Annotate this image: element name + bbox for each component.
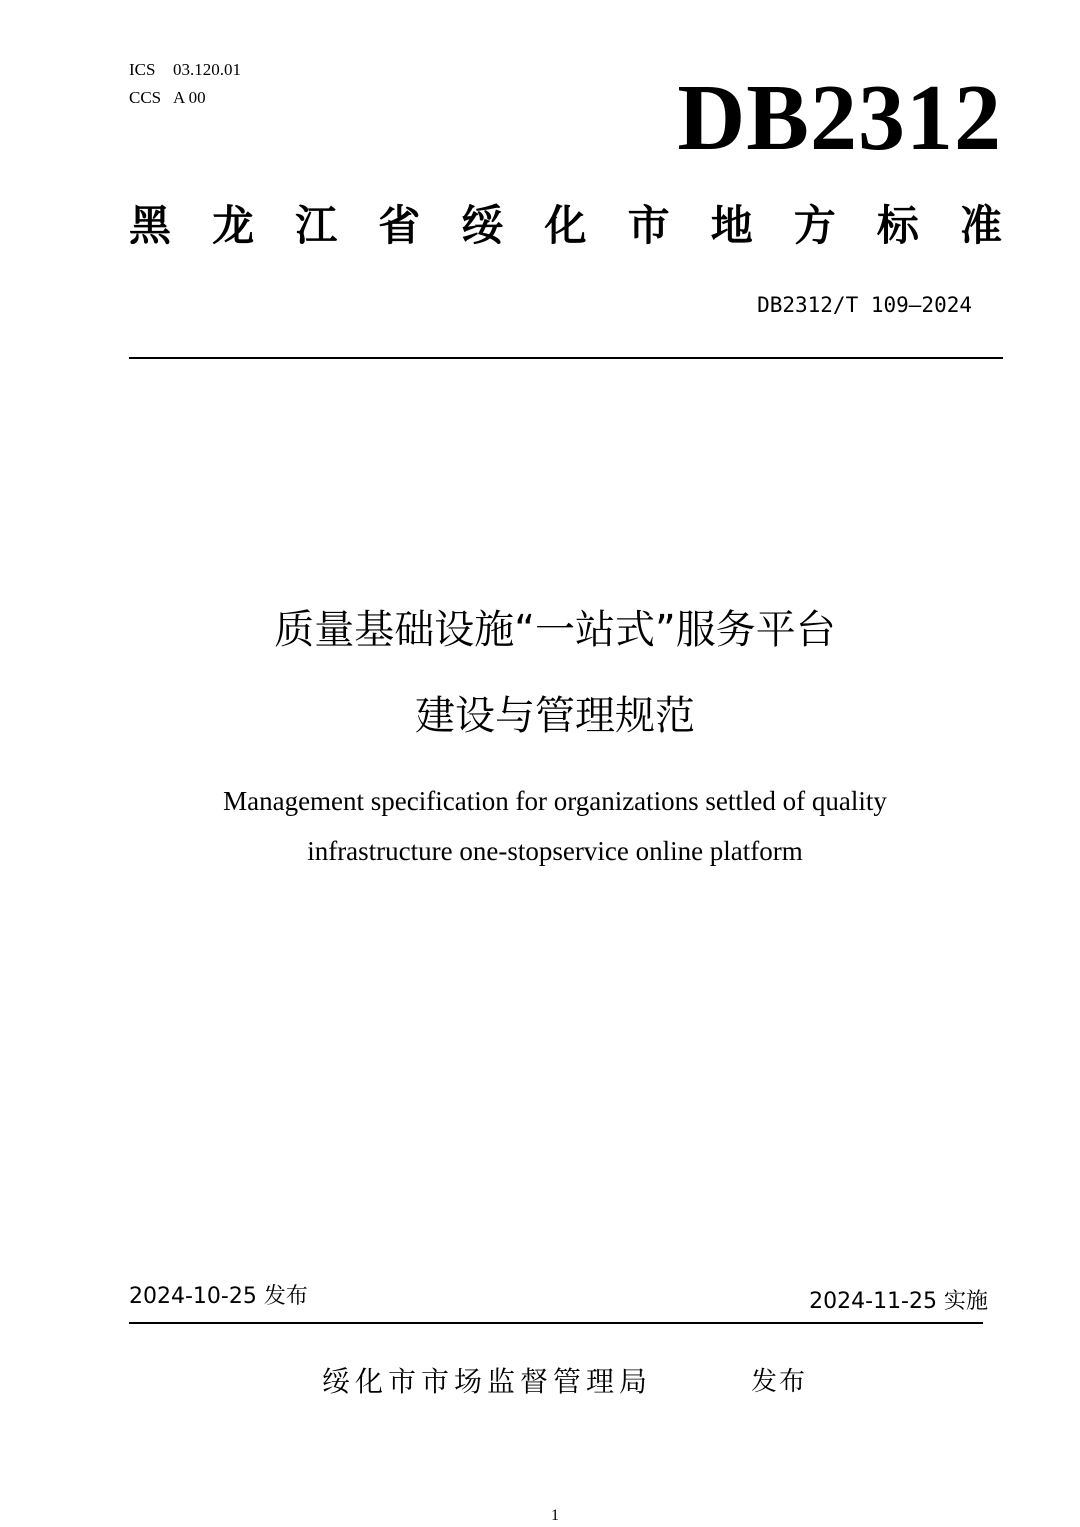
footer-divider <box>129 1322 983 1324</box>
publish-label: 发布 <box>751 1367 808 1397</box>
issue-date: 2024-10-25 发布 <box>129 1284 308 1309</box>
ics-value: 03.120.01 <box>173 60 241 79</box>
title-en-line-1: Management specification for organizations settled of quality <box>223 786 887 816</box>
issuer-title: 黑 龙 江 省 绥 化 市 地 方 标 准 <box>129 201 1002 250</box>
title-en-line-2: infrastructure one-stopservice online platform <box>307 836 803 866</box>
document-code: DB2312/T 109—2024 <box>757 293 972 317</box>
effective-date: 2024-11-25 实施 <box>809 1289 988 1314</box>
standard-mark: DB2312 <box>677 66 1002 170</box>
title-zh-line-1: 质量基础设施“一站式”服务平台 <box>274 607 836 653</box>
ccs-label: CCS <box>129 88 162 107</box>
ics-label: ICS <box>129 60 156 79</box>
page-number: 1 <box>551 1507 559 1524</box>
publisher-name: 绥化市市场监督管理局 <box>322 1365 653 1398</box>
title-zh-line-2: 建设与管理规范 <box>415 693 695 739</box>
header-divider <box>129 357 1003 359</box>
ccs-row <box>129 84 241 112</box>
ccs-value: A 00 <box>173 88 206 107</box>
ics-row <box>129 56 241 84</box>
classification-block <box>129 56 241 112</box>
